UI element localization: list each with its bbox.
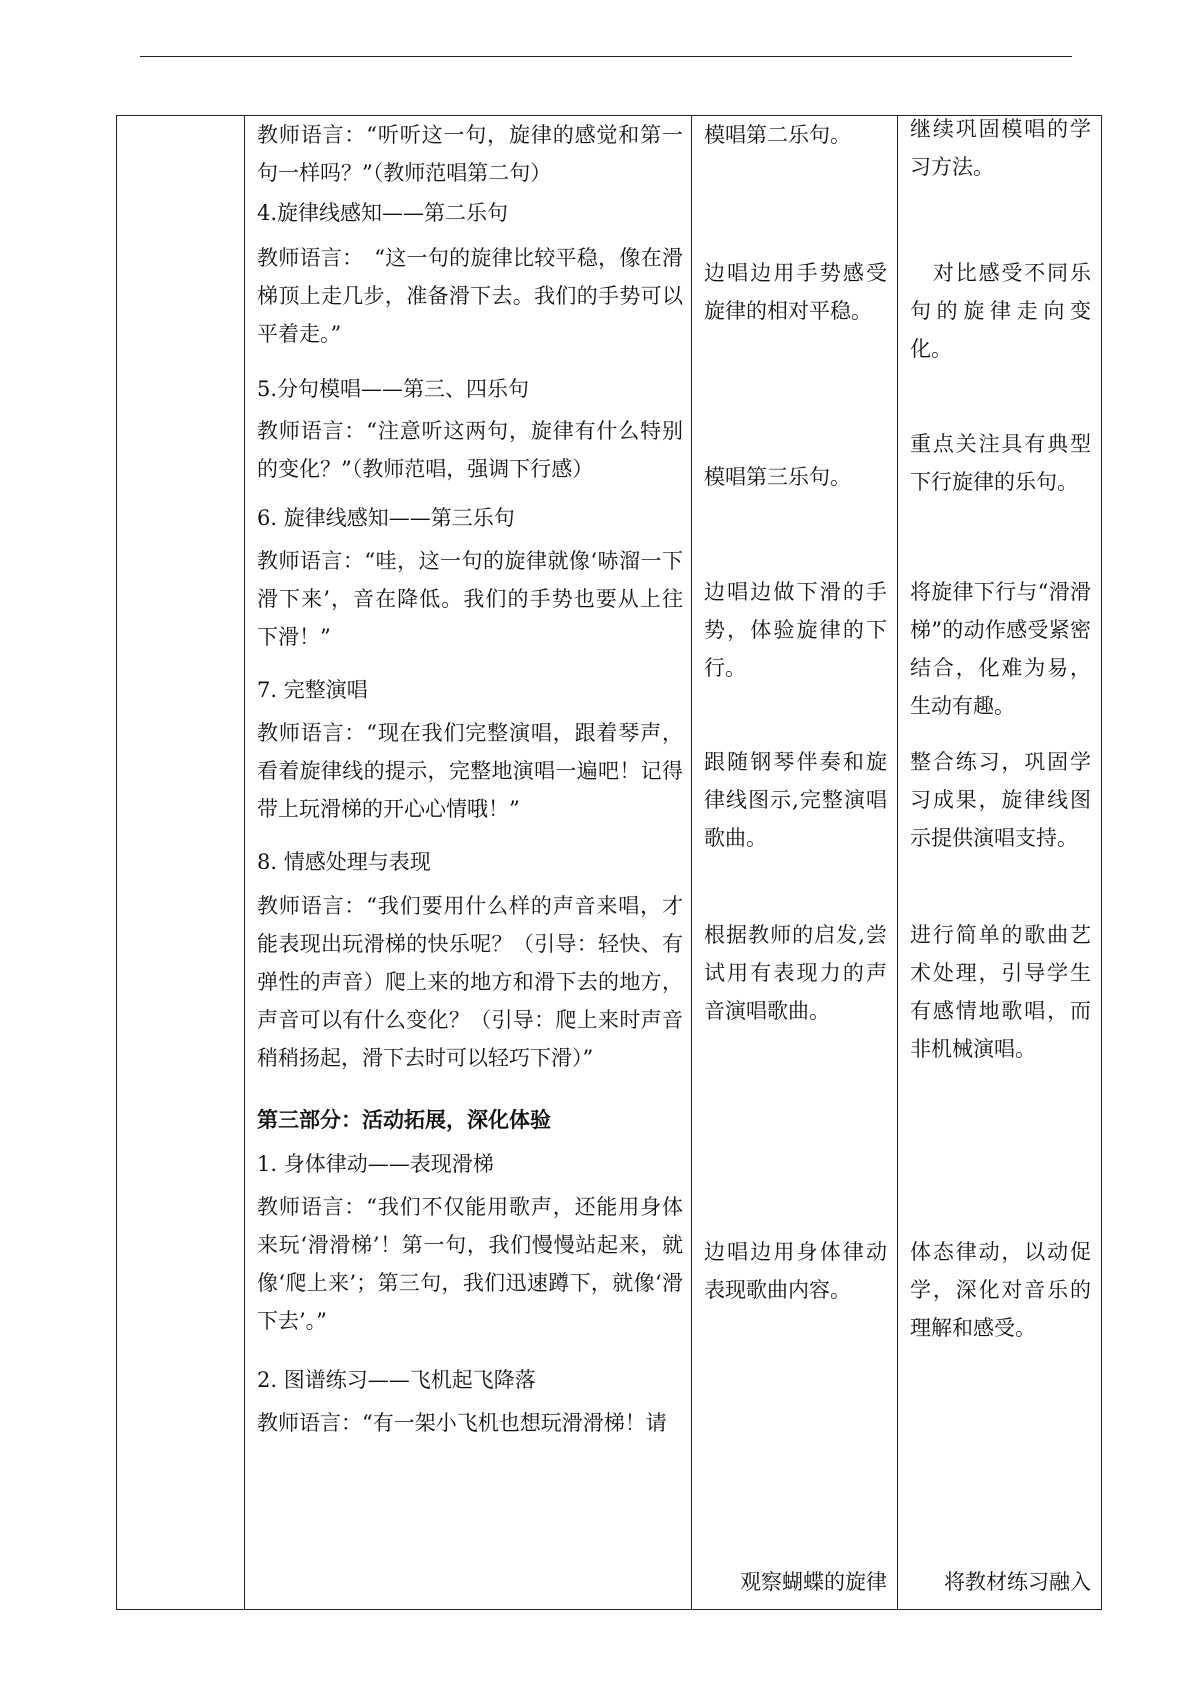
design-intent-3: 重点关注具有典型下行旋律的乐句。 bbox=[910, 432, 1091, 494]
teacher-speech-line2: 教师语言：“听听这一句，旋律的感觉和第一句一样吗？”（教师范唱第二句） bbox=[257, 123, 683, 185]
student-activity-1: 模唱第二乐句。 bbox=[704, 123, 851, 147]
table-row bbox=[117, 116, 1102, 1610]
teacher-speech-full-sing: 教师语言：“现在我们完整演唱，跟着琴声，看着旋律线的提示，完整地演唱一遍吧！记得带上玩滑梯的开心心情哦！” bbox=[257, 721, 683, 821]
teacher-activity-cell bbox=[245, 116, 692, 1610]
step-heading-6: 6. 旋律线感知——第三乐句 bbox=[257, 506, 515, 530]
student-activity-8: 观察蝴蝶的旋律 bbox=[740, 1570, 887, 1594]
teacher-speech-plane: 教师语言：“有一架小飞机也想玩滑滑梯！请 bbox=[257, 1411, 667, 1435]
teacher-speech-emotion: 教师语言：“我们要用什么样的声音来唱，才能表现出玩滑梯的快乐呢？（引导：轻快、有弹性的声音）爬上来的地方和滑下去的地方，声音可以有什么变化？（引导：爬上来时声音稍稍扬起，滑下去时可以轻巧下滑）” bbox=[257, 894, 683, 1070]
student-activity-2: 边唱边用手势感受旋律的相对平稳。 bbox=[704, 261, 887, 323]
design-intent-1: 继续巩固模唱的学习方法。 bbox=[910, 117, 1091, 179]
student-activity-6: 根据教师的启发,尝试用有表现力的声音演唱歌曲。 bbox=[704, 923, 887, 1023]
part-three-heading: 第三部分：活动拓展，深化体验 bbox=[257, 1107, 551, 1132]
student-activity-cell bbox=[692, 116, 898, 1610]
teacher-speech-line-melody2: 教师语言： “这一句的旋律比较平稳，像在滑梯顶上走几步，准备滑下去。我们的手势可以平着走。” bbox=[257, 246, 683, 346]
lesson-plan-table bbox=[116, 115, 1102, 1610]
teacher-speech-slide: 教师语言：“哇，这一句的旋律就像‘哧溜一下滑下来’，音在降低。我们的手势也要从上往下滑！” bbox=[257, 549, 683, 649]
step-heading-8: 8. 情感处理与表现 bbox=[257, 850, 431, 874]
design-intent-7: 体态律动，以动促学，深化对音乐的理解和感受。 bbox=[910, 1240, 1091, 1340]
step-heading-7: 7. 完整演唱 bbox=[257, 678, 368, 702]
step-heading-4: 4.旋律线感知——第二乐句 bbox=[257, 201, 509, 225]
design-intent-8: 将教材练习融入 bbox=[944, 1570, 1091, 1594]
student-activity-4: 边唱边做下滑的手势，体验旋律的下行。 bbox=[704, 580, 887, 680]
teacher-speech-phrases34: 教师语言：“注意听这两句，旋律有什么特别的变化？”（教师范唱，强调下行感） bbox=[257, 419, 683, 481]
step-heading-5: 5.分句模唱——第三、四乐句 bbox=[257, 377, 530, 401]
step-heading-graph: 2. 图谱练习——飞机起飞降落 bbox=[257, 1368, 536, 1392]
student-activity-5: 跟随钢琴伴奏和旋律线图示,完整演唱歌曲。 bbox=[704, 750, 887, 850]
student-activity-3: 模唱第三乐句。 bbox=[704, 465, 851, 489]
stage-column-cell bbox=[117, 116, 245, 1610]
design-intent-cell bbox=[898, 116, 1102, 1610]
design-intent-4: 将旋律下行与“滑滑梯”的动作感受紧密结合，化难为易，生动有趣。 bbox=[910, 580, 1091, 718]
header-rule bbox=[140, 56, 1072, 57]
teacher-speech-body: 教师语言：“我们不仅能用歌声，还能用身体来玩‘滑滑梯’！第一句，我们慢慢站起来，就像‘爬上来’；第三句，我们迅速蹲下，就像‘滑下去’。” bbox=[257, 1195, 683, 1333]
design-intent-6: 进行简单的歌曲艺术处理，引导学生有感情地歌唱，而非机械演唱。 bbox=[910, 923, 1091, 1061]
design-intent-5: 整合练习，巩固学习成果，旋律线图示提供演唱支持。 bbox=[910, 750, 1091, 850]
student-activity-7: 边唱边用身体律动表现歌曲内容。 bbox=[704, 1240, 887, 1302]
step-heading-body-rhythm: 1. 身体律动——表现滑梯 bbox=[257, 1152, 494, 1176]
design-intent-2: 对比感受不同乐句的旋律走向变化。 bbox=[910, 261, 1091, 361]
